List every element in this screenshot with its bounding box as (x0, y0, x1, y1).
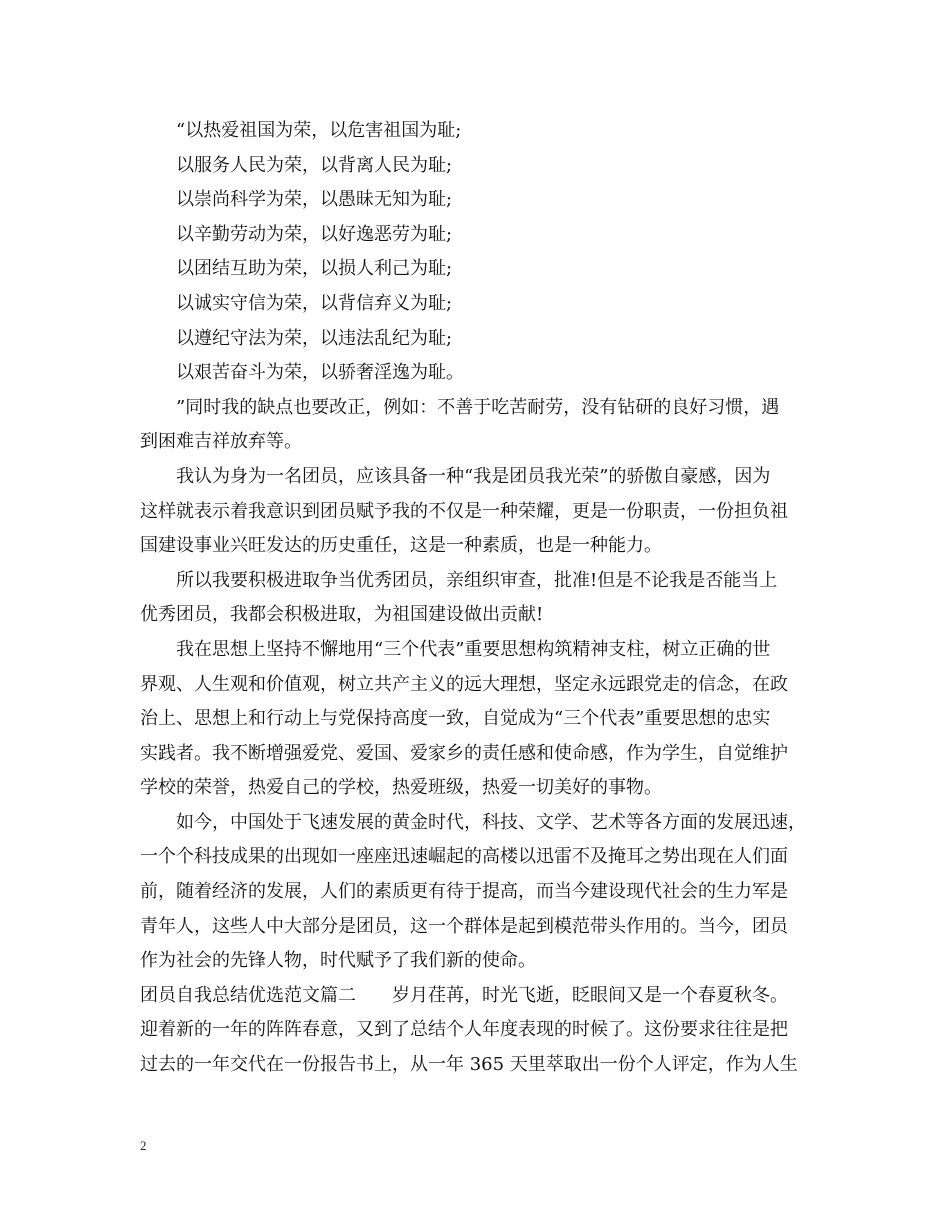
text-line: 前，随着经济的发展，人们的素质更有待于提高，而当今建设现代社会的生力军是 (140, 881, 788, 903)
text-line: 团员自我总结优选范文篇二 岁月荏苒，时光飞逝，眨眼间又是一个春夏秋冬。 (140, 984, 788, 1006)
page-number: 2 (140, 1138, 147, 1153)
text-line: 治上、思想上和行动上与党保持高度一致，自觉成为“三个代表”重要思想的忠实 (140, 708, 771, 730)
text-line: 国建设事业兴旺发达的历史重任，这是一种素质，也是一种能力。 (140, 535, 662, 557)
text-line: 作为社会的先锋人物，时代赋予了我们新的使命。 (140, 950, 536, 972)
text-line: 以艰苦奋斗为荣，以骄奢淫逸为耻。 (176, 362, 464, 384)
text-line: 迎着新的一年的阵阵春意，又到了总结个人年度表现的时候了。这份要求往往是把 (140, 1019, 788, 1041)
text-line: 以服务人民为荣，以背离人民为耻; (176, 154, 453, 176)
text-line: 以团结互助为荣，以损人利己为耻; (176, 258, 453, 280)
text-line: ”同时我的缺点也要改正，例如：不善于吃苦耐劳，没有钻研的良好习惯，遇 (176, 396, 780, 418)
text-line: 学校的荣誉，热爱自己的学校，热爱班级，热爱一切美好的事物。 (140, 777, 662, 799)
text-line: 以遵纪守法为荣，以违法乱纪为耻; (176, 327, 453, 349)
text-line: 所以我要积极进取争当优秀团员，亲组织审查，批准!但是不论我是否能当上 (176, 569, 778, 591)
text-line: 界观、人生观和价值观，树立共产主义的远大理想，坚定永远跟党走的信念，在政 (140, 673, 788, 695)
text-line: “以热爱祖国为荣，以危害祖国为耻; (176, 120, 462, 141)
text-line: 以崇尚科学为荣，以愚昧无知为耻; (176, 189, 453, 211)
text-line: 一个个科技成果的出现如一座座迅速崛起的高楼以迅雷不及掩耳之势出现在人们面 (140, 846, 788, 868)
text-line: 以诚实守信为荣，以背信弃义为耻; (176, 292, 453, 314)
text-line: 我认为身为一名团员，应该具备一种“我是团员我光荣”的骄傲自豪感，因为 (176, 465, 771, 487)
text-line: 这样就表示着我意识到团员赋予我的不仅是一种荣耀，更是一份职责，一份担负祖 (140, 500, 788, 522)
text-line: 如今，中国处于飞速发展的黄金时代，科技、文学、艺术等各方面的发展迅速， (176, 811, 806, 833)
text-line: 优秀团员，我都会积极进取，为祖国建设做出贡献! (140, 604, 544, 626)
text-line: 过去的一年交代在一份报告书上，从一年 365 天里萃取出一份个人评定，作为人生 (140, 1054, 798, 1076)
text-line: 以辛勤劳动为荣，以好逸恶劳为耻; (176, 223, 453, 245)
text-line: 实践者。我不断增强爱党、爱国、爱家乡的责任感和使命感，作为学生，自觉维护 (140, 742, 788, 764)
document-body (140, 114, 830, 1083)
text-line: 青年人，这些人中大部分是团员，这一个群体是起到模范带头作用的。当今，团员 (140, 915, 788, 937)
text-line: 到困难吉祥放弃等。 (140, 431, 302, 453)
text-line: 我在思想上坚持不懈地用“三个代表”重要思想构筑精神支柱，树立正确的世 (176, 638, 771, 660)
